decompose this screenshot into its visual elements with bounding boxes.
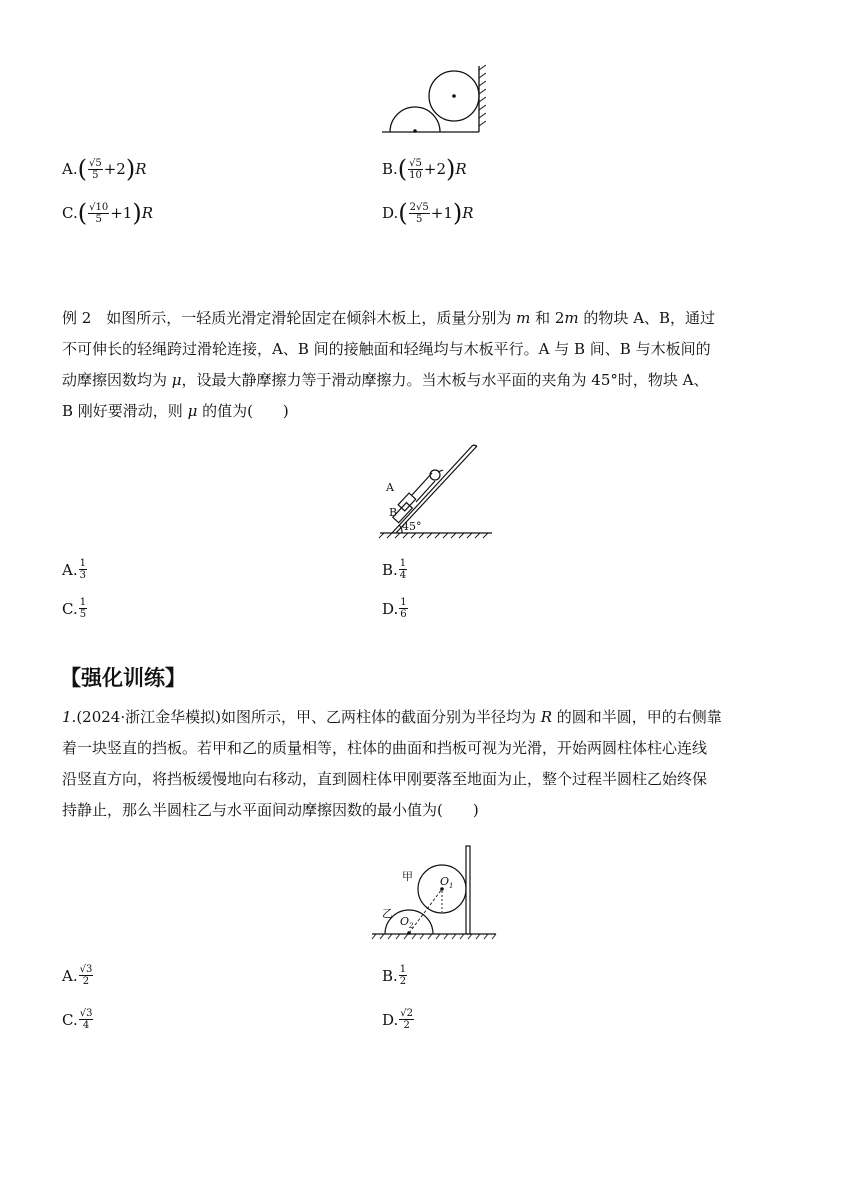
q0-option-c[interactable]: C. ( $\frac{√10}{5}$ +1 ) R — [62, 199, 153, 227]
q1-option-c[interactable]: C. $\frac{√3}{4}$ — [62, 1008, 93, 1031]
ex2-option-c[interactable]: C. $\frac{1}{5}$ — [62, 597, 87, 620]
label-o1: $O_1$ — [440, 875, 454, 890]
semicircle — [390, 107, 440, 132]
jia-yi-cylinders-figure — [370, 842, 500, 946]
angle-label: 45° — [402, 520, 422, 533]
block-b-label: B — [389, 506, 398, 519]
ex2-option-b[interactable]: B. $\frac{1}{4}$ — [382, 558, 407, 581]
block-a-label: A — [386, 481, 394, 494]
rope-line-lower — [416, 481, 435, 502]
ex2-option-d[interactable]: D. $\frac{1}{6}$ — [382, 597, 407, 620]
cylinders-figure-top — [376, 62, 496, 140]
section-title: 【强化训练】 — [60, 666, 186, 690]
ex2-option-a[interactable]: A. $\frac{1}{3}$ — [62, 558, 86, 581]
q0-option-a[interactable]: A. ( $\frac{√5}{5}$ +2 ) R — [62, 155, 147, 183]
q0-option-b[interactable]: B. ( $\frac{√5}{10}$ +2 ) R — [382, 155, 467, 183]
question-1-text: 1.(2024·浙江金华模拟)如图所示，甲、乙两柱体的截面分别为半径均为 R 的圆和半圆，甲的右侧靠 着一块竖直的挡板。若甲和乙的质量相等，柱体的曲面和挡板可视为光滑，开始两圆柱体柱心连线 沿竖直方向，将挡板缓慢地向右移动，直到圆柱体甲刚要落至地面为止，整个过程半圆柱乙始终保 持静止，那么半圆柱乙与水平面间动摩擦因数的最小值为( ) — [62, 708, 722, 819]
o2-dot — [407, 931, 411, 935]
label-jia: 甲 — [402, 870, 413, 883]
q0-option-d[interactable]: D. ( $\frac{2√5}{5}$ +1 ) R — [382, 199, 474, 227]
rope-line-upper — [412, 473, 432, 495]
q1-option-d[interactable]: D. $\frac{√2}{2}$ — [382, 1008, 413, 1031]
label-yi: 乙 — [382, 907, 393, 920]
semicircle-center-dot — [413, 129, 417, 133]
circle-center-dot — [452, 94, 456, 98]
baffle-plate — [466, 846, 470, 934]
incline-pulley-figure — [372, 440, 496, 542]
q1-option-a[interactable]: A. $\frac{√3}{2}$ — [62, 964, 93, 987]
example-2-text: 例 2 如图所示，一轻质光滑定滑轮固定在倾斜木板上，质量分别为 m 和 2m 的物块 A、B，通过 不可伸长的轻绳跨过滑轮连接，A、B 间的接触面和轻绳均与木板平行。A 与 B 间、B 与木板间的 动摩擦因数均为 μ，设最大静摩擦力等于滑动摩擦力。当木板与水平面的夹角为 45°时，物块 A、 B 刚好要滑动，则 μ 的值为( ) — [62, 309, 716, 420]
q1-option-b[interactable]: B. $\frac{1}{2}$ — [382, 964, 407, 987]
label-o2: $O_2$ — [400, 915, 414, 930]
